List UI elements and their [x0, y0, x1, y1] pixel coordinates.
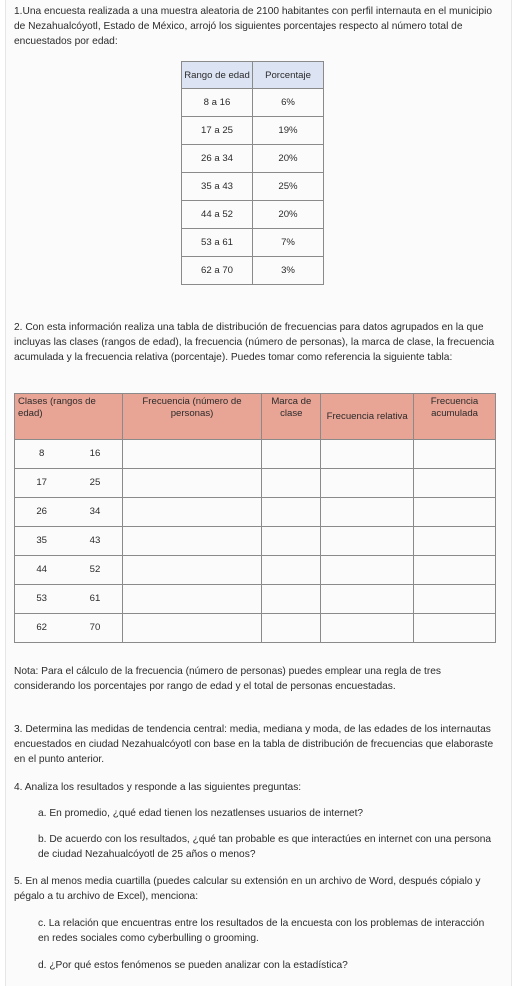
class-mark-cell — [262, 440, 321, 469]
frequency-cell — [122, 527, 262, 556]
question-1-text: 1.Una encuesta realizada a una muestra aleatoria de 2100 habitantes con perfil internauta en el municipio de Nezahualcóyotl, Estado de México, arrojó los siguientes porcentajes respecto al número total de encuestados por edad: — [14, 6, 492, 48]
cumulative-frequency-cell — [414, 527, 496, 556]
header-relative-frequency: Frecuencia relativa — [321, 394, 414, 440]
cumulative-frequency-cell — [414, 440, 496, 469]
table-header-row — [15, 394, 496, 440]
percentage-cell: 20% — [253, 201, 324, 229]
table-row — [182, 201, 324, 229]
table-header-row — [182, 62, 324, 89]
class-lower-limit-cell: 26 — [15, 498, 69, 527]
relative-frequency-cell — [321, 440, 414, 469]
table-row — [15, 440, 496, 469]
frequency-distribution-table — [14, 393, 496, 643]
class-upper-limit-cell: 43 — [68, 527, 122, 556]
age-range-cell: 35 a 43 — [182, 173, 253, 201]
percentage-cell: 25% — [253, 173, 324, 201]
frequency-cell — [122, 614, 262, 643]
table-row — [182, 145, 324, 173]
class-lower-limit-cell: 8 — [15, 440, 69, 469]
header-classes: Clases (rangos de edad) — [15, 394, 123, 440]
frequency-cell — [122, 585, 262, 614]
header-age-range: Rango de edad — [182, 62, 253, 89]
table-row — [182, 89, 324, 117]
percentage-cell: 19% — [253, 117, 324, 145]
class-upper-limit-cell: 34 — [68, 498, 122, 527]
class-mark-cell — [262, 614, 321, 643]
percentage-cell: 7% — [253, 229, 324, 257]
table-row — [182, 117, 324, 145]
table-row — [15, 585, 496, 614]
class-lower-limit-cell: 62 — [15, 614, 69, 643]
cumulative-frequency-cell — [414, 614, 496, 643]
class-upper-limit-cell: 16 — [68, 440, 122, 469]
cumulative-frequency-cell — [414, 585, 496, 614]
question-5d-text: d. ¿Por qué estos fenómenos se pueden analizar con la estadística? — [38, 960, 348, 971]
age-range-cell: 62 a 70 — [182, 257, 253, 285]
class-mark-cell — [262, 469, 321, 498]
relative-frequency-cell — [321, 498, 414, 527]
header-class-mark: Marca de clase — [262, 394, 321, 440]
age-range-cell: 26 a 34 — [182, 145, 253, 173]
percentage-cell: 20% — [253, 145, 324, 173]
class-upper-limit-cell: 61 — [68, 585, 122, 614]
frequency-cell — [122, 440, 262, 469]
question-4b-text: b. De acuerdo con los resultados, ¿qué tan probable es que interactúes en internet con una persona de ciudad Nezahualcóyotl de 25 años o menos? — [38, 834, 492, 861]
class-lower-limit-cell: 35 — [15, 527, 69, 556]
frequency-cell — [122, 556, 262, 585]
class-mark-cell — [262, 498, 321, 527]
relative-frequency-cell — [321, 614, 414, 643]
age-range-cell: 17 a 25 — [182, 117, 253, 145]
cumulative-frequency-cell — [414, 498, 496, 527]
header-frequency: Frecuencia (número de personas) — [122, 394, 262, 440]
class-mark-cell — [262, 527, 321, 556]
class-mark-cell — [262, 585, 321, 614]
class-upper-limit-cell: 25 — [68, 469, 122, 498]
relative-frequency-cell — [321, 469, 414, 498]
age-range-cell: 53 a 61 — [182, 229, 253, 257]
table-row — [15, 498, 496, 527]
question-5-text: 5. En al menos media cuartilla (puedes calcular su extensión en un archivo de Word, después cópialo y pégalo a tu archivo de Excel), menciona: — [14, 876, 481, 903]
class-upper-limit-cell: 70 — [68, 614, 122, 643]
frequency-cell — [122, 469, 262, 498]
table-row — [15, 527, 496, 556]
header-percentage: Porcentaje — [253, 62, 324, 89]
table-row — [15, 556, 496, 585]
age-range-cell: 44 a 52 — [182, 201, 253, 229]
question-3-text: 3. Determina las medidas de tendencia central: media, mediana y moda, de las edades de los internautas encuestados en ciudad Nezahualcóyotl con base en la tabla de distribución de frecuencias que elaboraste en el punto anterior. — [14, 724, 494, 766]
age-percentage-table — [181, 61, 324, 285]
age-range-cell: 8 a 16 — [182, 89, 253, 117]
table-row — [15, 469, 496, 498]
class-upper-limit-cell: 52 — [68, 556, 122, 585]
frequency-cell — [122, 498, 262, 527]
percentage-cell: 6% — [253, 89, 324, 117]
note-text: Nota: Para el cálculo de la frecuencia (número de personas) puedes emplear una regla de tres considerando los porcentajes por rango de edad y el total de personas encuestadas. — [14, 666, 441, 693]
relative-frequency-cell — [321, 556, 414, 585]
table-row — [182, 173, 324, 201]
class-mark-cell — [262, 556, 321, 585]
class-lower-limit-cell: 44 — [15, 556, 69, 585]
cumulative-frequency-cell — [414, 556, 496, 585]
relative-frequency-cell — [321, 527, 414, 556]
question-2-text: 2. Con esta información realiza una tabla de distribución de frecuencias para datos agrupados en la que incluyas las clases (rangos de edad), la frecuencia (número de personas), la marca de clase, la frecuencia acumulada y la frecuencia relativa (porcentaje). Puedes tomar como referencia la siguiente tabla: — [14, 322, 495, 364]
table-row — [15, 614, 496, 643]
relative-frequency-cell — [321, 585, 414, 614]
table-row — [182, 229, 324, 257]
class-lower-limit-cell: 53 — [15, 585, 69, 614]
question-5c-text: c. La relación que encuentras entre los resultados de la encuesta con los problemas de interacción en redes sociales como cyberbulling o grooming. — [38, 918, 485, 945]
cumulative-frequency-cell — [414, 469, 496, 498]
table-row — [182, 257, 324, 285]
percentage-cell: 3% — [253, 257, 324, 285]
question-4a-text: a. En promedio, ¿qué edad tienen los nezatlenses usuarios de internet? — [38, 808, 364, 819]
class-lower-limit-cell: 17 — [15, 469, 69, 498]
header-cumulative-frequency: Frecuencia acumulada — [414, 394, 496, 440]
question-4-text: 4. Analiza los resultados y responde a las siguientes preguntas: — [14, 782, 302, 793]
